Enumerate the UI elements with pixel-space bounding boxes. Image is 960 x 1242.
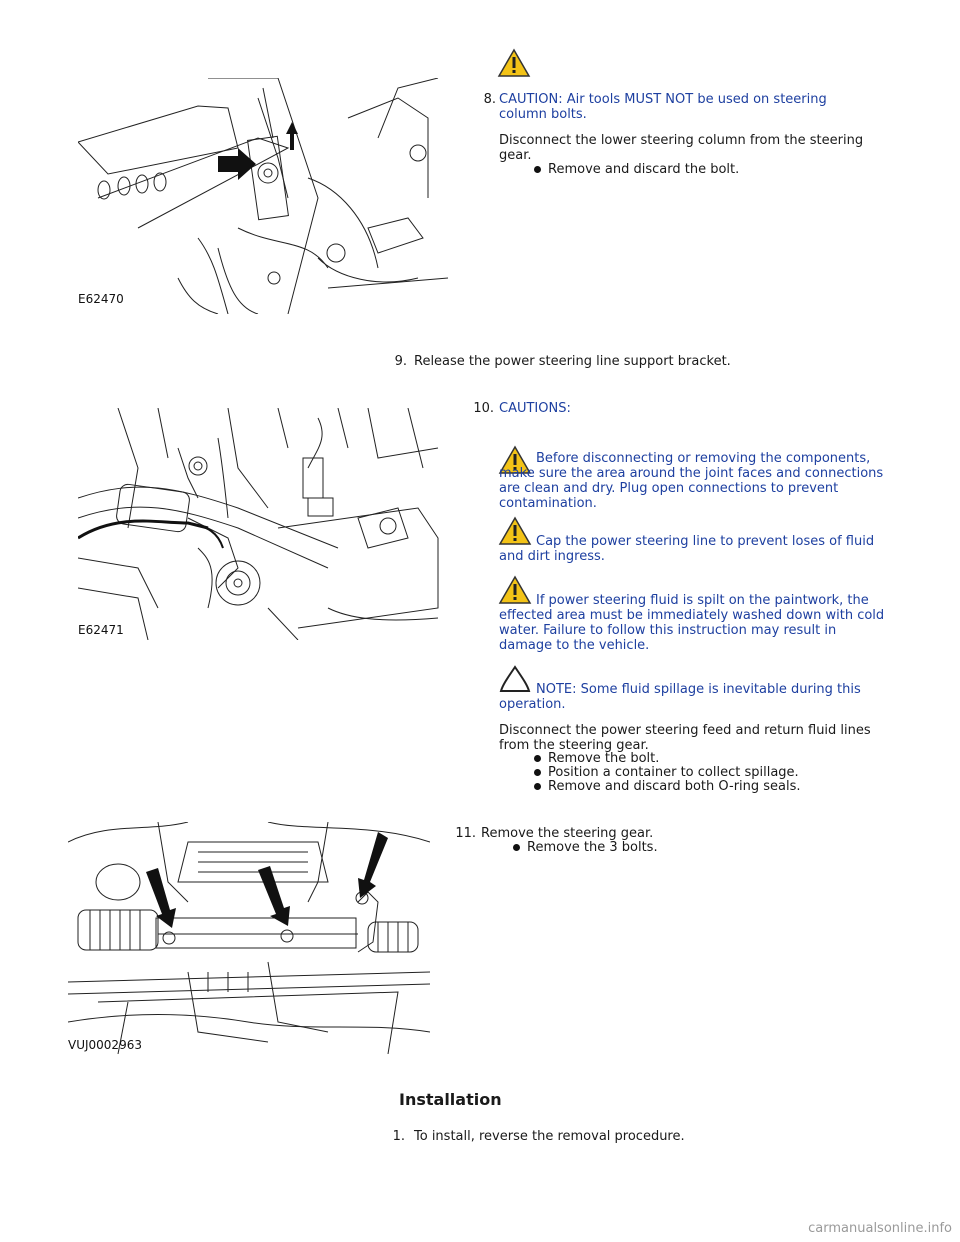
figure-e62470 [78, 78, 450, 314]
step-number: 8. [483, 92, 496, 107]
caution-text: effected area must be immediately washed down with cold [499, 608, 885, 623]
caution-text: Cap the power steering line to prevent loses of fluid [536, 534, 875, 549]
bullet-dot [534, 769, 541, 776]
caution-text: damage to the vehicle. [499, 638, 650, 653]
note-text: NOTE: Some fluid spillage is inevitable during this [536, 682, 861, 697]
caution-text: Before disconnecting or removing the components, [536, 451, 871, 466]
caution-text: contamination. [499, 496, 597, 511]
bullet-dot [513, 844, 520, 851]
section-heading: Installation [399, 1090, 502, 1109]
bullet-dot [534, 783, 541, 790]
caution-text: If power steering fluid is spilt on the paintwork, the [536, 593, 869, 608]
figure-e62471 [78, 408, 440, 640]
step-text: Release the power steering line support bracket. [414, 354, 731, 369]
caution-text: make sure the area around the joint faces and connections [499, 466, 884, 481]
steering-column-illustration [78, 78, 450, 314]
steering-gear-illustration [68, 822, 430, 1054]
step-text: Remove the steering gear. [481, 826, 654, 841]
note-text: operation. [499, 697, 566, 712]
step-number: 9. [394, 354, 407, 369]
caution-text: and dirt ingress. [499, 549, 605, 564]
step-text: Disconnect the lower steering column from the steering [499, 133, 864, 148]
cautions-label: CAUTIONS: [499, 401, 571, 416]
step-text: Disconnect the power steering feed and return fluid lines [499, 723, 871, 738]
caution-text: CAUTION: Air tools MUST NOT be used on steering [499, 92, 827, 107]
caution-text: column bolts. [499, 107, 587, 122]
warning-triangle-icon [498, 516, 532, 546]
caution-text: are clean and dry. Plug open connections to prevent [499, 481, 839, 496]
step-text: To install, reverse the removal procedure. [414, 1129, 685, 1144]
note-triangle-icon [498, 664, 532, 694]
step-text: from the steering gear. [499, 738, 649, 753]
bullet-dot [534, 166, 541, 173]
caution-text: water. Failure to follow this instruction may result in [499, 623, 837, 638]
watermark: carmanualsonline.info [808, 1221, 952, 1236]
warning-triangle-icon [498, 575, 532, 605]
figure-label: E62471 [78, 623, 124, 637]
step-number: 1. [392, 1129, 405, 1144]
figure-vuj0002963 [68, 822, 430, 1054]
bullet-dot [534, 755, 541, 762]
warning-triangle-icon [497, 48, 531, 78]
figure-label: E62470 [78, 292, 124, 306]
figure-label: VUJ0002963 [68, 1038, 142, 1052]
step-number: 11. [455, 826, 476, 841]
step-text: gear. [499, 148, 532, 163]
power-steering-lines-illustration [78, 408, 440, 640]
step-number: 10. [473, 401, 494, 416]
